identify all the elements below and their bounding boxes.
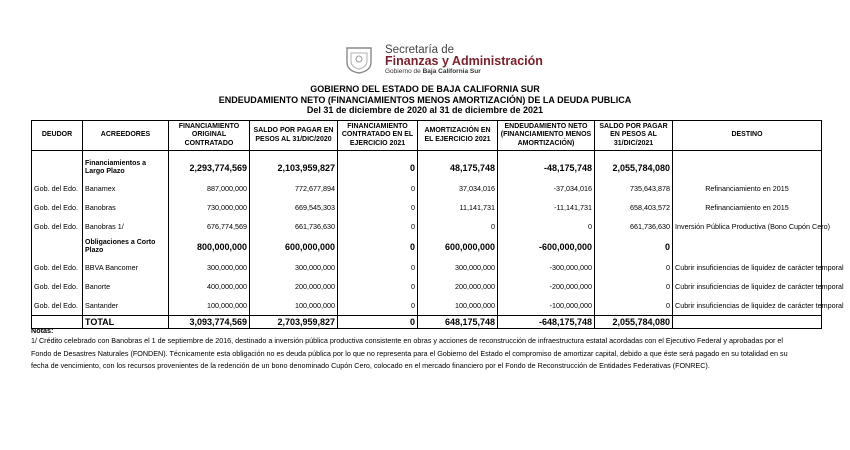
cell-value: 0 bbox=[338, 316, 418, 329]
col-header-saldo-2020: SALDO POR PAGAR EN PESOS AL 31/DIC/2020 bbox=[250, 121, 338, 151]
cell-value: -37,034,016 bbox=[498, 179, 595, 198]
cell-value: 0 bbox=[338, 157, 418, 179]
table-row bbox=[32, 198, 822, 217]
cell-value: 669,545,303 bbox=[250, 198, 338, 217]
cell-value: 648,175,748 bbox=[418, 316, 498, 329]
table-row bbox=[32, 296, 822, 316]
cell-acreedor: BBVA Bancomer bbox=[83, 258, 169, 277]
cell-value: 400,000,000 bbox=[169, 277, 250, 296]
cell-value: 2,055,784,080 bbox=[595, 316, 673, 329]
cell-value: -648,175,748 bbox=[498, 316, 595, 329]
cell-value: 661,736,630 bbox=[250, 217, 338, 236]
cell-acreedor: Santander bbox=[83, 296, 169, 316]
cell-destino: Inversión Pública Productiva (Bono Cupón Cero) bbox=[673, 217, 822, 236]
cell-value: -200,000,000 bbox=[498, 277, 595, 296]
cell-value: 100,000,000 bbox=[418, 296, 498, 316]
table-row bbox=[32, 277, 822, 296]
cell-value: 0 bbox=[595, 258, 673, 277]
note-line-1: 1/ Crédito celebrado con Banobras el 1 de septiembre de 2016, destinado a inversión pública productiva consistente en obras y acciones de reconstrucción de infraestructura estatal acordadas con el Ejecutivo Federal y aprobadas por el bbox=[31, 336, 783, 345]
cell-value: 300,000,000 bbox=[250, 258, 338, 277]
secretaria-logo bbox=[344, 44, 543, 75]
cell-value: 676,774,569 bbox=[169, 217, 250, 236]
section-label: Obligaciones a Corto Plazo bbox=[83, 236, 169, 258]
cell-value: -300,000,000 bbox=[498, 258, 595, 277]
cell-value: 0 bbox=[338, 258, 418, 277]
logo-line-2: Finanzas y Administración bbox=[385, 54, 543, 68]
state-seal-icon bbox=[344, 44, 374, 74]
col-header-fin-contratado: FINANCIAMIENTO CONTRATADO EN EL EJERCICIO 2021 bbox=[338, 121, 418, 151]
cell-value: 2,703,959,827 bbox=[250, 316, 338, 329]
cell-value: 300,000,000 bbox=[169, 258, 250, 277]
cell-deudor: Gob. del Edo. bbox=[32, 277, 83, 296]
col-header-deudor: DEUDOR bbox=[32, 121, 83, 151]
cell-value: 661,736,630 bbox=[595, 217, 673, 236]
cell-destino: Cubrir insuficiencias de liquidez de carácter temporal bbox=[673, 277, 822, 296]
cell-value: 0 bbox=[338, 198, 418, 217]
cell-value: 100,000,000 bbox=[250, 296, 338, 316]
cell-value: 2,103,959,827 bbox=[250, 157, 338, 179]
cell-value: 200,000,000 bbox=[418, 277, 498, 296]
cell-value: 800,000,000 bbox=[169, 236, 250, 258]
cell-value: 3,093,774,569 bbox=[169, 316, 250, 329]
cell-value: 2,055,784,080 bbox=[595, 157, 673, 179]
cell-value: -600,000,000 bbox=[498, 236, 595, 258]
notes-section bbox=[31, 326, 823, 373]
cell-value: 100,000,000 bbox=[169, 296, 250, 316]
col-header-acreedores: ACREEDORES bbox=[83, 121, 169, 151]
debt-table bbox=[31, 120, 844, 329]
cell-value: -11,141,731 bbox=[498, 198, 595, 217]
logo-line-1: Secretaría de bbox=[385, 44, 455, 56]
cell-value: 2,293,774,569 bbox=[169, 157, 250, 179]
cell-value: 730,000,000 bbox=[169, 198, 250, 217]
section-row-largo-plazo bbox=[32, 157, 822, 179]
table-row bbox=[32, 258, 822, 277]
cell-value: 48,175,748 bbox=[418, 157, 498, 179]
cell-value: 0 bbox=[338, 277, 418, 296]
cell-value: 0 bbox=[595, 296, 673, 316]
cell-value: 0 bbox=[338, 179, 418, 198]
cell-value: 735,643,878 bbox=[595, 179, 673, 198]
section-label: Financiamientos a Largo Plazo bbox=[83, 157, 169, 179]
cell-value: 11,141,731 bbox=[418, 198, 498, 217]
cell-acreedor: Banobras 1/ bbox=[83, 217, 169, 236]
cell-value: 772,677,894 bbox=[250, 179, 338, 198]
cell-value: 600,000,000 bbox=[250, 236, 338, 258]
table-row bbox=[32, 217, 822, 236]
cell-value: 300,000,000 bbox=[418, 258, 498, 277]
cell-value: 0 bbox=[338, 296, 418, 316]
col-header-destino: DESTINO bbox=[673, 121, 822, 151]
cell-value: 0 bbox=[595, 277, 673, 296]
col-header-saldo-2021: SALDO POR PAGAR EN PESOS AL 31/DIC/2021 bbox=[595, 121, 673, 151]
cell-deudor: Gob. del Edo. bbox=[32, 258, 83, 277]
cell-deudor: Gob. del Edo. bbox=[32, 198, 83, 217]
cell-deudor: Gob. del Edo. bbox=[32, 296, 83, 316]
title-line-1: GOBIERNO DEL ESTADO DE BAJA CALIFORNIA SUR bbox=[310, 84, 540, 94]
cell-deudor: Gob. del Edo. bbox=[32, 217, 83, 236]
title-line-3: Del 31 de diciembre de 2020 al 31 de diciembre de 2021 bbox=[306, 105, 544, 115]
cell-deudor: Gob. del Edo. bbox=[32, 179, 83, 198]
cell-destino: Refinanciamiento en 2015 bbox=[673, 179, 822, 198]
cell-destino: Cubrir insuficiencias de liquidez de carácter temporal bbox=[673, 258, 822, 277]
cell-value: 658,403,572 bbox=[595, 198, 673, 217]
cell-value: -100,000,000 bbox=[498, 296, 595, 316]
notes-title: Notas: bbox=[31, 326, 54, 335]
cell-value: 0 bbox=[338, 236, 418, 258]
logo-line-3-prefix: Gobierno de bbox=[385, 68, 423, 75]
col-header-fin-original: FINANCIAMIENTO ORIGINAL CONTRATADO bbox=[169, 121, 250, 151]
logo-line-3 bbox=[385, 68, 481, 75]
cell-value: 600,000,000 bbox=[418, 236, 498, 258]
col-header-amortizacion: AMORTIZACIÓN EN EL EJERCICIO 2021 bbox=[418, 121, 498, 151]
note-line-2: Fondo de Desastres Naturales (FONDEN). Técnicamente esta obligación no es deuda pública por lo que no representa para el Gobierno del Estado el compromiso de amortizar capital, debido a que éste será pagado en su totalidad en su bbox=[31, 348, 788, 358]
cell-value: -48,175,748 bbox=[498, 157, 595, 179]
cell-value: 0 bbox=[338, 217, 418, 236]
section-row-corto-plazo bbox=[32, 236, 822, 258]
total-label: TOTAL bbox=[83, 316, 169, 329]
cell-value: 0 bbox=[498, 217, 595, 236]
cell-destino: Refinanciamiento en 2015 bbox=[673, 198, 822, 217]
report-titles bbox=[0, 84, 850, 116]
cell-value: 887,000,000 bbox=[169, 179, 250, 198]
col-header-endeudamiento: ENDEUDAMIENTO NETO (FINANCIAMIENTO MENOS AMORTIZACIÓN) bbox=[498, 121, 595, 151]
title-line-2: ENDEUDAMIENTO NETO (FINANCIAMIENTOS MENOS AMORTIZACIÓN) DE LA DEUDA PUBLICA bbox=[218, 94, 632, 105]
table-header-row bbox=[32, 121, 822, 151]
logo-line-3-bold: Baja California Sur bbox=[422, 68, 481, 75]
cell-acreedor: Banobras bbox=[83, 198, 169, 217]
cell-destino: Cubrir insuficiencias de liquidez de carácter temporal bbox=[673, 296, 822, 316]
cell-value: 200,000,000 bbox=[250, 277, 338, 296]
note-line-3: fecha de vencimiento, con los recursos provenientes de la redención de un bono denominado Cupón Cero, colocado en el mercado financiero por el Fondo de Reconstrucción de Entidades Federativas (FONREC). bbox=[31, 361, 710, 370]
cell-acreedor: Banamex bbox=[83, 179, 169, 198]
table-row bbox=[32, 179, 822, 198]
cell-value: 0 bbox=[418, 217, 498, 236]
cell-value: 0 bbox=[595, 236, 673, 258]
cell-value: 37,034,016 bbox=[418, 179, 498, 198]
cell-acreedor: Banorte bbox=[83, 277, 169, 296]
